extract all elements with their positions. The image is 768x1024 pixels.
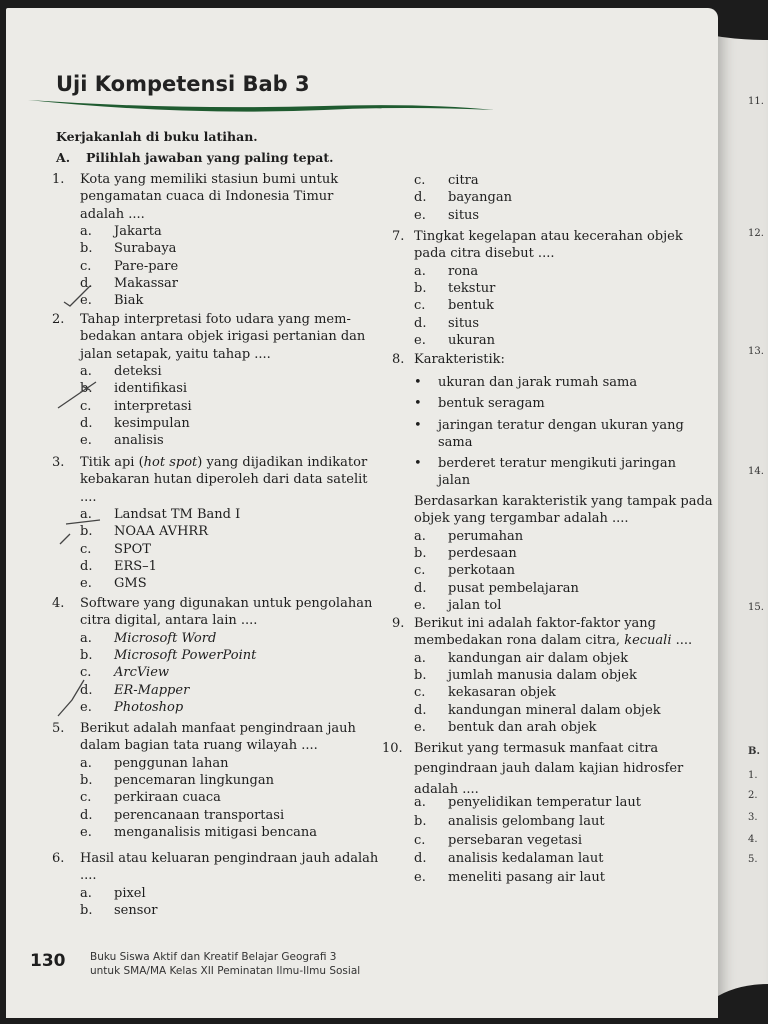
option-text: Microsoft PowerPoint	[114, 647, 257, 663]
question-9-number: 9.	[392, 616, 405, 631]
edge-number-b2: 2.	[748, 790, 758, 801]
option-letter: e.	[80, 433, 92, 449]
option-letter: a.	[414, 528, 426, 544]
option-letter: a.	[80, 630, 92, 646]
option-letter: d.	[414, 580, 427, 596]
question-8-bullet-line: sama	[438, 435, 473, 451]
answer-checkmark-q1	[60, 284, 100, 308]
option-text: Surabaya	[114, 241, 177, 257]
option-text: Microsoft Word	[114, 630, 217, 646]
question-4-text-line: citra digital, antara lain ....	[80, 613, 258, 629]
option-letter: e.	[414, 719, 426, 735]
page-number: 130	[30, 951, 66, 971]
section-a-letter: A.	[56, 150, 71, 165]
edge-number-12: 12.	[748, 228, 764, 239]
question-8-option-e	[414, 598, 501, 614]
question-2-option-d	[80, 416, 190, 432]
option-letter: a.	[80, 223, 92, 239]
question-5-option-b	[80, 773, 274, 789]
question-7-text-line: pada citra disebut ....	[414, 246, 555, 262]
footer-line-1: Buku Siswa Aktif dan Kreatif Belajar Geografi 3	[90, 951, 337, 963]
option-text: kandungan air dalam objek	[448, 650, 629, 666]
question-3-text-line: Titik api (hot spot) yang dijadikan indikator	[80, 455, 368, 470]
question-6-option-e	[414, 208, 479, 224]
question-8-text-line: objek yang tergambar adalah ....	[414, 511, 629, 527]
question-4-number: 4.	[52, 596, 65, 611]
edge-number-b5: 5.	[748, 854, 758, 865]
option-letter: a.	[414, 263, 426, 279]
bullet-dot: •	[414, 375, 422, 390]
option-letter: c.	[414, 173, 426, 188]
option-text: pencemaran lingkungan	[114, 772, 274, 788]
option-text: SPOT	[114, 541, 151, 557]
option-letter: d.	[414, 851, 427, 867]
option-text: NOAA AVHRR	[114, 524, 208, 540]
option-letter: b.	[80, 381, 93, 397]
question-10-option-b	[414, 814, 605, 830]
question-10-text-line: Berikut yang termasuk manfaat citra	[414, 741, 659, 756]
option-letter: a.	[414, 795, 426, 810]
question-6-option-d	[414, 190, 512, 206]
option-letter: d.	[80, 807, 93, 823]
question-1-option-b	[80, 241, 176, 257]
question-5-option-c	[80, 790, 221, 806]
option-text: perencanaan transportasi	[114, 807, 285, 823]
option-text: bentuk	[448, 298, 494, 314]
option-letter: b.	[414, 545, 427, 561]
option-text: pusat pembelajaran	[448, 580, 579, 596]
question-9-text-line: membedakan rona dalam citra, kecuali ....	[414, 633, 693, 649]
question-8-option-a	[414, 529, 523, 545]
option-letter: b.	[80, 524, 93, 540]
option-letter: e.	[80, 293, 92, 309]
question-10-text-line: adalah ....	[414, 781, 479, 797]
question-10-option-e	[414, 870, 605, 886]
section-a-heading	[56, 150, 334, 165]
option-text: jalan tol	[448, 597, 502, 613]
option-letter: a.	[80, 755, 92, 771]
question-9-text-line: Berikut ini adalah faktor-faktor yang	[414, 616, 657, 631]
option-letter: b.	[414, 813, 427, 829]
option-text: Pare-pare	[114, 258, 179, 274]
option-letter: d.	[414, 315, 427, 331]
question-8-heading: Karakteristik:	[414, 352, 505, 367]
option-text: interpretasi	[114, 398, 192, 414]
option-letter: c.	[80, 541, 92, 557]
option-letter: a.	[80, 885, 92, 901]
question-7-number: 7.	[392, 229, 405, 244]
question-8-option-c	[414, 563, 515, 579]
question-1-option-a	[80, 224, 162, 240]
option-letter: c.	[414, 563, 426, 579]
question-7-option-b	[414, 281, 495, 297]
question-4-option-b	[80, 648, 256, 664]
option-text: citra	[448, 173, 479, 188]
question-8-option-b	[414, 546, 517, 562]
option-text: Landsat TM Band I	[114, 506, 241, 522]
question-9-option-a	[414, 651, 628, 667]
option-letter: c.	[80, 258, 92, 274]
question-7-option-c	[414, 298, 494, 314]
option-letter: d.	[80, 558, 93, 574]
question-6-option-b	[80, 903, 157, 919]
option-text: tekstur	[448, 280, 496, 296]
option-letter: b.	[414, 280, 427, 296]
option-text: analisis kedalaman laut	[448, 851, 604, 867]
option-text: kekasaran objek	[448, 685, 556, 701]
question-2-option-e	[80, 433, 164, 449]
option-text: situs	[448, 315, 480, 331]
question-10-text-line: pengindraan jauh dalam kajian hidrosfer	[414, 761, 684, 777]
question-6-text-line: Hasil atau keluaran pengindraan jauh adalah	[80, 851, 379, 866]
question-10-number: 10.	[382, 741, 403, 756]
option-text: ArcView	[114, 665, 170, 681]
option-letter: e.	[414, 870, 426, 886]
question-3-text-line: ....	[80, 489, 97, 505]
option-letter: c.	[80, 398, 92, 414]
option-letter: a.	[414, 650, 426, 666]
question-3-number: 3.	[52, 455, 65, 470]
question-2-text-line: Tahap interpretasi foto udara yang mem-	[80, 312, 351, 327]
question-1-text-line: adalah ....	[80, 206, 145, 222]
option-text: rona	[448, 263, 479, 279]
option-letter: d.	[80, 415, 93, 431]
question-8-bullet-line: jalan	[438, 473, 471, 489]
option-text: jumlah manusia dalam objek	[448, 667, 637, 683]
option-text: Biak	[114, 293, 144, 309]
question-1-number: 1.	[52, 172, 65, 187]
question-4-option-a	[80, 631, 216, 647]
option-text: pixel	[114, 885, 146, 901]
question-7-option-e	[414, 333, 495, 349]
option-text: meneliti pasang air laut	[448, 870, 605, 886]
option-text: Makassar	[114, 275, 178, 291]
option-letter: e.	[80, 699, 92, 715]
option-letter: b.	[80, 772, 93, 788]
edge-number-11: 11.	[748, 96, 764, 107]
page-title: Uji Kompetensi Bab 3	[56, 72, 310, 96]
option-text: identifikasi	[114, 381, 188, 397]
edge-section-b: B.	[748, 746, 760, 757]
question-4-text-line: Software yang digunakan untuk pengolahan	[80, 596, 373, 611]
option-letter: e.	[414, 332, 426, 348]
option-text: analisis gelombang laut	[448, 813, 605, 829]
question-9-option-c	[414, 685, 556, 701]
question-7-option-a	[414, 264, 478, 280]
section-a-text: Pilihlah jawaban yang paling tepat.	[86, 150, 334, 165]
question-8-option-d	[414, 581, 579, 597]
answer-checkmark-q3	[56, 518, 106, 548]
option-text: perkiraan cuaca	[114, 790, 221, 806]
question-8-number: 8.	[392, 352, 405, 367]
question-6-number: 6.	[52, 851, 65, 866]
question-5-option-d	[80, 808, 284, 824]
question-7-text-line: Tingkat kegelapan atau kecerahan objek	[414, 229, 683, 244]
question-8-text-line: Berdasarkan karakteristik yang tampak pada	[414, 494, 713, 509]
option-letter: e.	[80, 824, 92, 840]
option-letter: e.	[80, 576, 92, 592]
option-text: kandungan mineral dalam objek	[448, 702, 661, 718]
question-9-option-b	[414, 668, 637, 684]
question-5-text-line: dalam bagian tata ruang wilayah ....	[80, 738, 318, 754]
option-letter: c.	[80, 790, 92, 806]
question-7-option-d	[414, 316, 479, 332]
footer-line-2: untuk SMA/MA Kelas XII Peminatan Ilmu-Ilmu Sosial	[90, 965, 361, 977]
option-text: ER-Mapper	[114, 682, 190, 698]
answer-checkmark-q2	[56, 376, 116, 412]
question-5-text-line: Berikut adalah manfaat pengindraan jauh	[80, 721, 356, 736]
edge-number-14: 14.	[748, 466, 764, 477]
edge-number-13: 13.	[748, 346, 764, 357]
option-text: bentuk dan arah objek	[448, 719, 597, 735]
question-8-bullet-line: berderet teratur mengikuti jaringan	[438, 456, 676, 471]
question-5-option-a	[80, 756, 228, 772]
title-swoosh-decoration	[24, 92, 504, 116]
option-text: GMS	[114, 576, 147, 592]
option-text: menganalisis mitigasi bencana	[114, 824, 317, 840]
option-text: sensor	[114, 902, 158, 918]
bullet-dot: •	[414, 418, 422, 433]
option-text: Jakarta	[114, 223, 162, 239]
edge-number-b3: 3.	[748, 812, 758, 823]
bullet-dot: •	[414, 456, 422, 471]
question-5-number: 5.	[52, 721, 65, 736]
edge-number-b1: 1.	[748, 770, 758, 781]
question-3-text-line: kebakaran hutan diperoleh dari data satelit	[80, 472, 368, 488]
question-2-text-line: jalan setapak, yaitu tahap ....	[80, 346, 271, 362]
option-text: penggunan lahan	[114, 755, 229, 771]
option-letter: a.	[80, 363, 92, 379]
question-1-text-line: Kota yang memiliki stasiun bumi untuk	[80, 172, 339, 187]
question-2-number: 2.	[52, 312, 65, 327]
option-letter: b.	[80, 647, 93, 663]
option-text: situs	[448, 207, 480, 223]
question-9-option-e	[414, 720, 597, 736]
option-letter: d.	[414, 190, 427, 206]
answer-checkmark-q4	[54, 676, 104, 718]
option-text: perdesaan	[448, 545, 517, 561]
question-2-text-line: bedakan antara objek irigasi pertanian dan	[80, 329, 366, 345]
option-letter: c.	[80, 665, 92, 681]
edge-number-15: 15.	[748, 602, 764, 613]
question-8-bullet-line: bentuk seragam	[438, 396, 545, 411]
question-9-option-d	[414, 703, 661, 719]
option-letter: b.	[80, 902, 93, 918]
next-page-edge	[712, 0, 768, 1024]
option-letter: b.	[414, 667, 427, 683]
question-6-option-c	[414, 173, 479, 189]
option-text: perumahan	[448, 528, 524, 544]
option-letter: e.	[414, 597, 426, 613]
option-letter: d.	[80, 682, 93, 698]
option-letter: d.	[80, 275, 93, 291]
question-10-option-d	[414, 851, 603, 867]
question-10-option-a	[414, 795, 641, 811]
question-3-option-e	[80, 576, 147, 592]
option-letter: c.	[414, 298, 426, 314]
option-letter: c.	[414, 832, 426, 848]
question-8-bullet-line: jaringan teratur dengan ukuran yang	[438, 418, 684, 433]
question-3-option-d	[80, 559, 157, 575]
question-6-option-a	[80, 886, 146, 902]
option-text: deteksi	[114, 363, 162, 379]
option-text: kesimpulan	[114, 415, 190, 431]
option-text: analisis	[114, 433, 164, 449]
bullet-dot: •	[414, 396, 422, 411]
option-text: ERS–1	[114, 558, 157, 574]
option-text: Photoshop	[114, 699, 184, 715]
option-letter: c.	[414, 685, 426, 701]
option-text: ukuran	[448, 332, 495, 348]
option-text: penyelidikan temperatur laut	[448, 795, 642, 810]
option-letter: d.	[414, 702, 427, 718]
option-text: perkotaan	[448, 563, 516, 579]
question-5-option-e	[80, 825, 317, 841]
edge-number-b4: 4.	[748, 834, 758, 845]
question-6-text-line: ....	[80, 868, 97, 884]
option-text: bayangan	[448, 190, 512, 206]
question-10-option-c	[414, 833, 582, 849]
question-8-bullet-line: ukuran dan jarak rumah sama	[438, 375, 638, 390]
question-1-text-line: pengamatan cuaca di Indonesia Timur	[80, 189, 334, 205]
instruction-text: Kerjakanlah di buku latihan.	[56, 129, 258, 144]
question-1-option-c	[80, 259, 178, 275]
option-letter: a.	[80, 506, 92, 522]
option-text: persebaran vegetasi	[448, 832, 582, 848]
option-letter: e.	[414, 207, 426, 223]
option-letter: b.	[80, 241, 93, 257]
